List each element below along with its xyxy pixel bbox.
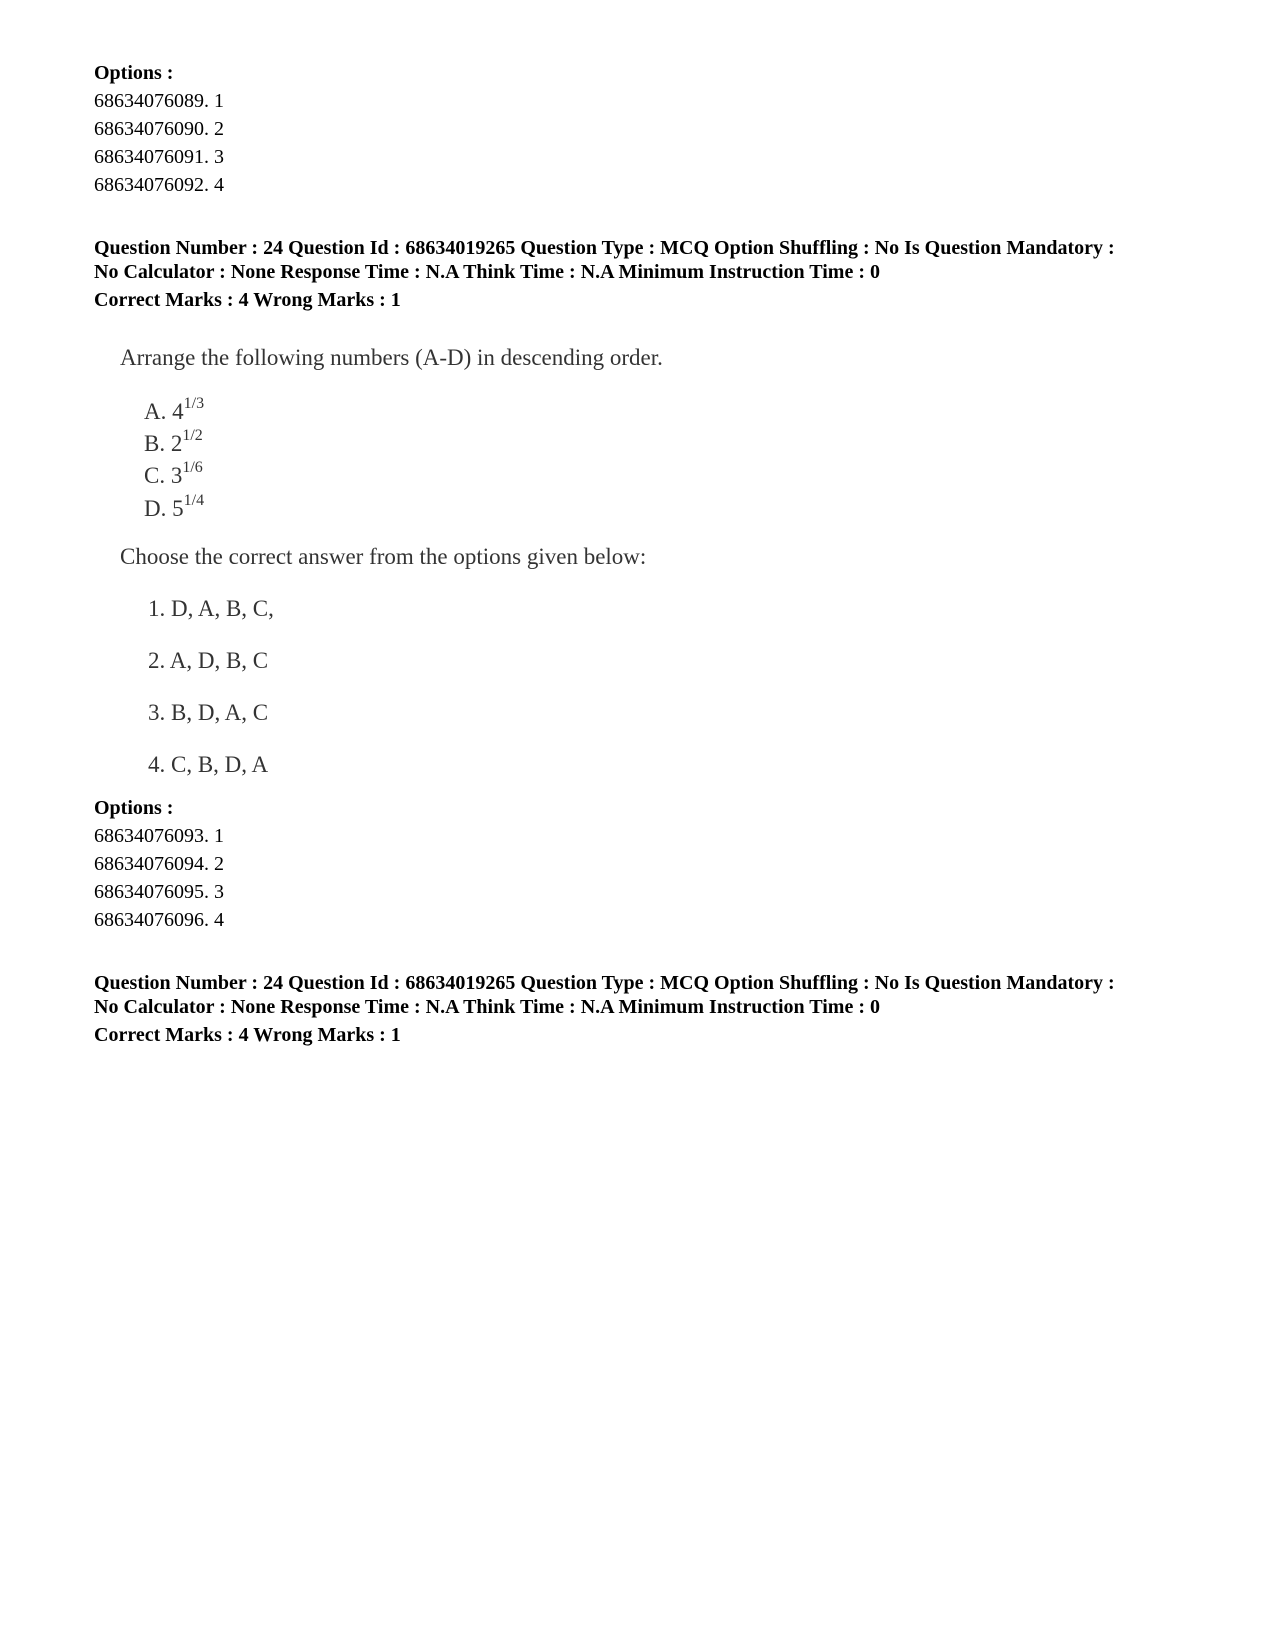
answer-choice: 2. A, D, B, C xyxy=(148,648,269,673)
option-line: 68634076091. 3 xyxy=(94,146,224,168)
answer-choice: 4. C, B, D, A xyxy=(148,752,269,777)
item-base: A. 4 xyxy=(144,399,184,424)
question-item-b xyxy=(144,427,203,458)
question-marks: Correct Marks : 4 Wrong Marks : 1 xyxy=(94,1024,401,1046)
option-line: 68634076089. 1 xyxy=(94,90,224,112)
question-item-a xyxy=(144,395,205,426)
item-base: B. 2 xyxy=(144,431,183,456)
question-image xyxy=(94,338,714,808)
item-exponent: 1/3 xyxy=(183,395,205,412)
question-marks: Correct Marks : 4 Wrong Marks : 1 xyxy=(94,289,401,311)
options-heading: Options : xyxy=(94,62,174,84)
item-exponent: 1/4 xyxy=(183,492,205,509)
answer-choice: 3. B, D, A, C xyxy=(148,700,269,725)
option-line: 68634076092. 4 xyxy=(94,174,224,196)
item-exponent: 1/2 xyxy=(182,427,203,444)
item-exponent: 1/6 xyxy=(182,459,203,476)
question-item-c xyxy=(144,459,203,490)
option-line: 68634076096. 4 xyxy=(94,909,224,931)
option-line: 68634076090. 2 xyxy=(94,118,224,140)
choose-instruction: Choose the correct answer from the options given below: xyxy=(120,544,647,569)
item-base: C. 3 xyxy=(144,463,183,488)
answer-choice: 1. D, A, B, C, xyxy=(148,596,274,621)
question-header-line1: Question Number : 24 Question Id : 68634019265 Question Type : MCQ Option Shuffling : No Is Question Mandatory : xyxy=(94,972,1115,994)
options-heading: Options : xyxy=(94,797,174,819)
question-header-line2: No Calculator : None Response Time : N.A Think Time : N.A Minimum Instruction Time : 0 xyxy=(94,996,880,1018)
question-header-line2: No Calculator : None Response Time : N.A Think Time : N.A Minimum Instruction Time : 0 xyxy=(94,261,880,283)
question-header-line1: Question Number : 24 Question Id : 68634019265 Question Type : MCQ Option Shuffling : No Is Question Mandatory : xyxy=(94,237,1115,259)
question-stem: Arrange the following numbers (A-D) in descending order. xyxy=(120,345,663,370)
item-base: D. 5 xyxy=(144,496,184,521)
option-line: 68634076094. 2 xyxy=(94,853,224,875)
option-line: 68634076093. 1 xyxy=(94,825,224,847)
option-line: 68634076095. 3 xyxy=(94,881,224,903)
question-item-d xyxy=(144,492,205,523)
